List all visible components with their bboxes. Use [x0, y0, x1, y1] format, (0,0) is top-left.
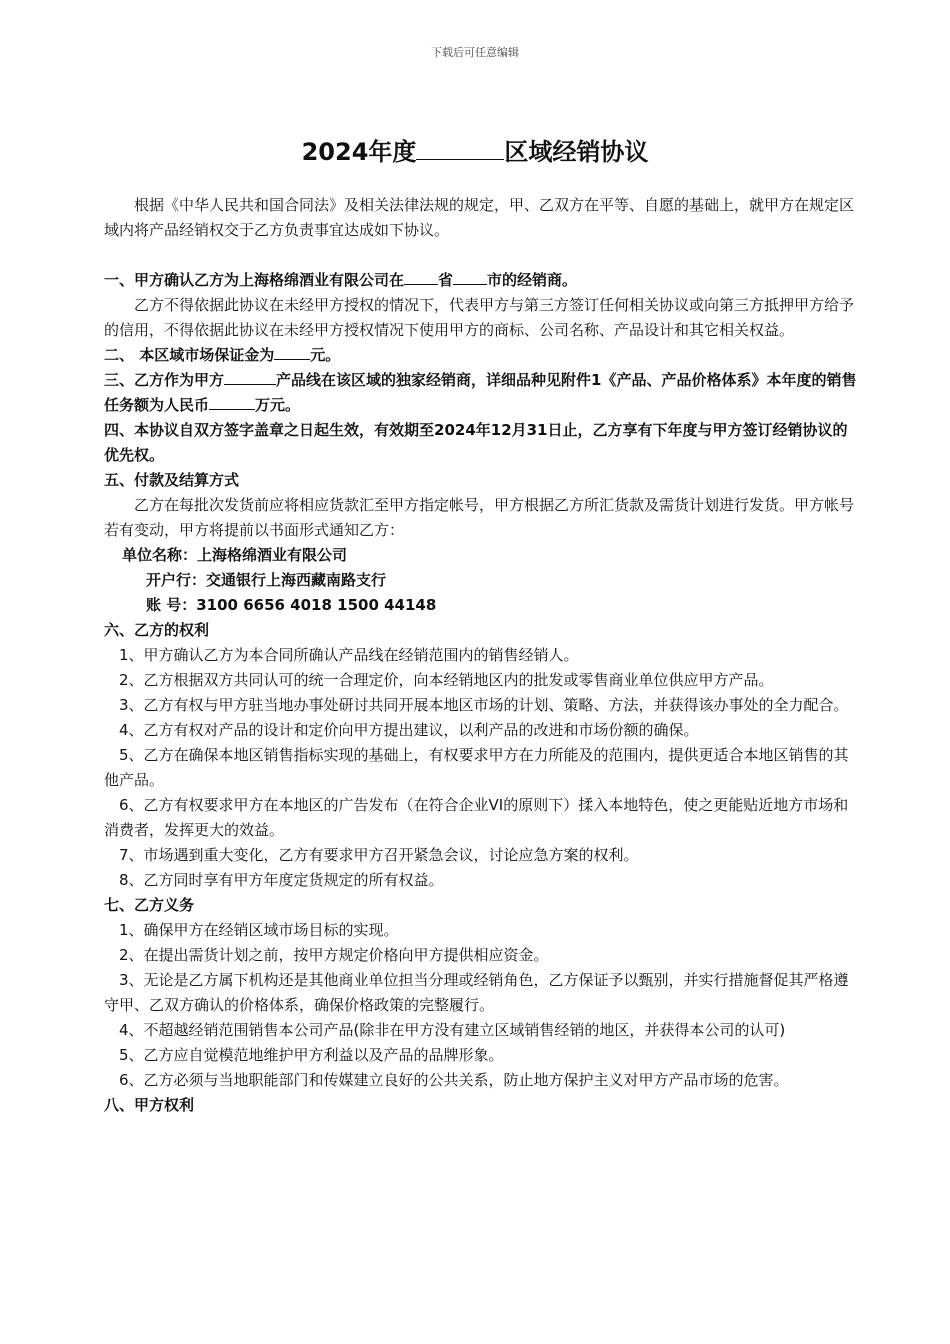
section-3: [104, 368, 860, 418]
payee-bank: 开户行：交通银行上海西藏南路支行: [146, 571, 387, 589]
title-suffix: 区域经销协议: [504, 138, 649, 166]
list-item: 6、乙方有权要求甲方在本地区的广告发布（在符合企业VI的原则下）揉入本地特色，使之更能贴近地方市场和消费者，发挥更大的效益。: [104, 796, 849, 839]
city-blank: [453, 268, 487, 285]
section-1-heading: [104, 268, 860, 293]
list-item: 3、无论是乙方属下机构还是其他商业单位担当分理或经销角色，乙方保证予以甄别，并实行措施督促其严格遵守甲、乙双方确认的价格体系，确保价格政策的完整履行。: [104, 971, 849, 1014]
section-7-heading: 七、乙方义务: [104, 896, 195, 914]
title-region-blank: [416, 139, 504, 160]
section-3-text-a: 三、乙方作为甲方: [104, 371, 225, 389]
list-item: 2、在提出需货计划之前，按甲方规定价格向甲方提供相应资金。: [119, 946, 549, 964]
list-item: 7、市场遇到重大变化，乙方有要求甲方召开紧急会议，讨论应急方案的权利。: [119, 846, 639, 864]
section-1-text-a: 一、甲方确认乙方为上海格绵酒业有限公司在: [104, 271, 405, 289]
payee-company: 单位名称：上海格绵酒业有限公司: [122, 546, 348, 564]
list-item: 4、乙方有权对产品的设计和定价向甲方提出建议，以利产品的改进和市场份额的确保。: [119, 721, 699, 739]
list-item: 3、乙方有权与甲方驻当地办事处研讨共同开展本地区市场的计划、策略、方法，并获得该办事处的全力配合。: [119, 696, 849, 714]
list-item: 1、甲方确认乙方为本合同所确认产品线在经销范围内的销售经销人。: [119, 646, 579, 664]
title-prefix: 2024年度: [301, 138, 417, 166]
section-1-text-c: 市的经销商。: [487, 271, 578, 289]
list-item: 4、不超越经销范围销售本公司产品(除非在甲方没有建立区域销售经销的地区，并获得本公司的认可): [119, 1021, 786, 1039]
section-4: 四、本协议自双方签字盖章之日起生效，有效期至2024年12月31日止，乙方享有下年度与甲方签订经销协议的优先权。: [104, 421, 848, 464]
list-item: 6、乙方必须与当地职能部门和传媒建立良好的公共关系，防止地方保护主义对甲方产品市场的危害。: [119, 1071, 789, 1089]
section-1-text-b: 省: [438, 271, 454, 289]
list-item: 5、乙方在确保本地区销售指标实现的基础上，有权要求甲方在力所能及的范围内，提供更适合本地区销售的其他产品。: [104, 746, 849, 789]
section-1-body: 乙方不得依据此协议在未经甲方授权的情况下，代表甲方与第三方签订任何相关协议或向第三方抵押甲方给予的信用，不得依据此协议在未经甲方授权情况下使用甲方的商标、公司名称、产品设计和其它相关权益。: [104, 296, 855, 339]
product-line-blank: [224, 368, 276, 385]
section-2-text-b: 元。: [310, 346, 341, 364]
list-item: 2、乙方根据双方共同认可的统一合理定价，向本经销地区内的批发或零售商业单位供应甲方产品。: [119, 671, 774, 689]
list-item: 8、乙方同时享有甲方年度定货规定的所有权益。: [119, 871, 444, 889]
province-blank: [404, 268, 438, 285]
section-8-heading: 八、甲方权利: [104, 1096, 195, 1114]
intro-paragraph: 根据《中华人民共和国合同法》及相关法律法规的规定，甲、乙双方在平等、自愿的基础上，就甲方在规定区域内将产品经销权交于乙方负责事宜达成如下协议。: [104, 196, 855, 239]
document-body: [104, 193, 860, 1118]
section-3-text-c: 万元。: [255, 396, 301, 414]
section-5-heading: 五、付款及结算方式: [104, 471, 240, 489]
payee-account: 账 号：3100 6656 4018 1500 44148: [146, 596, 437, 614]
page-header: 下载后可任意编辑: [431, 46, 519, 59]
section-5-body: 乙方在每批次发货前应将相应货款汇至甲方指定帐号，甲方根据乙方所汇货款及需货计划进行发货。甲方帐号若有变动，甲方将提前以书面形式通知乙方：: [104, 496, 855, 539]
section-6-heading: 六、乙方的权利: [104, 621, 210, 639]
sales-target-blank: [209, 393, 255, 410]
list-item: 5、乙方应自觉模范地维护甲方利益以及产品的品牌形象。: [119, 1046, 504, 1064]
document-title: [0, 132, 950, 167]
spacer: [104, 243, 860, 268]
deposit-blank: [274, 343, 310, 360]
section-2: [104, 343, 860, 368]
section-3-text-b: 产品线在该区域的独家经销商，详细品种见附件1《产品、产品价格体系》本年度的销售任务额为人民币: [104, 371, 857, 414]
section-2-text-a: 二、 本区域市场保证金为: [104, 346, 275, 364]
list-item: 1、确保甲方在经销区域市场目标的实现。: [119, 921, 399, 939]
